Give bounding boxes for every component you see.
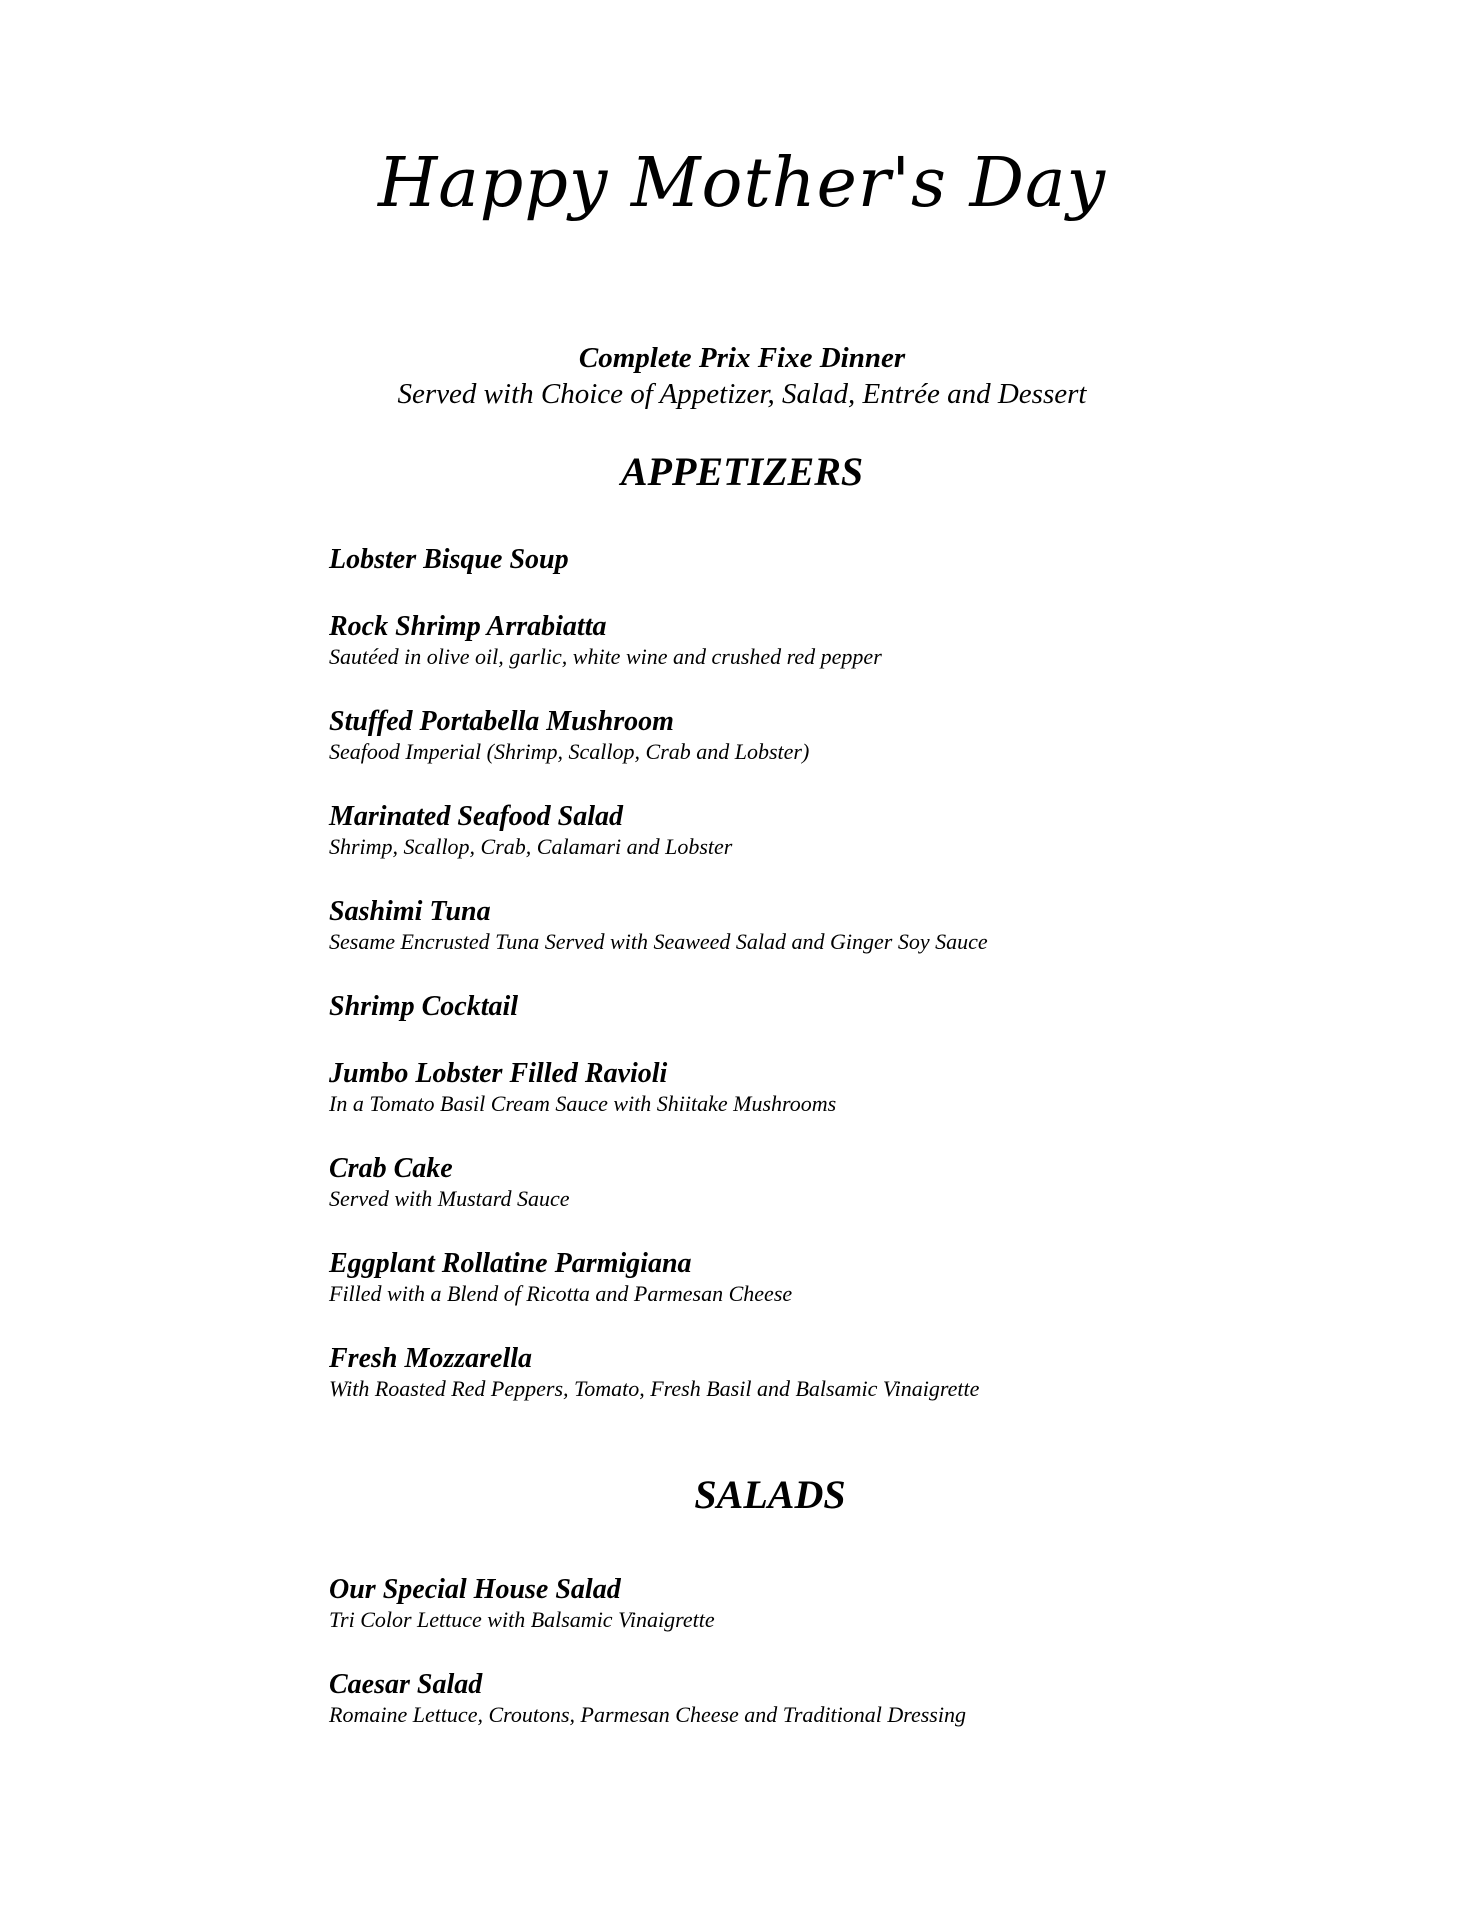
item-name: Stuffed Portabella Mushroom	[329, 706, 674, 737]
page-title	[0, 144, 1484, 223]
menu-item	[329, 1247, 1329, 1342]
menu-item	[329, 1573, 1329, 1668]
item-description: Served with Mustard Sauce	[329, 1186, 570, 1211]
menu-item	[329, 990, 1329, 1057]
item-description: Tri Color Lettuce with Balsamic Vinaigrette	[329, 1607, 715, 1632]
menu-item	[329, 1668, 1329, 1763]
item-name: Fresh Mozzarella	[329, 1343, 533, 1374]
intro-subheading: Served with Choice of Appetizer, Salad, Entrée and Dessert	[397, 378, 1087, 410]
item-description: With Roasted Red Peppers, Tomato, Fresh Basil and Balsamic Vinaigrette	[329, 1376, 980, 1401]
menu-item	[329, 543, 1329, 610]
item-description: Shrimp, Scallop, Crab, Calamari and Lobster	[329, 834, 733, 859]
menu-item	[329, 895, 1329, 990]
menu-item	[329, 1342, 1329, 1437]
prix-fixe-intro	[0, 340, 1484, 412]
intro-heading: Complete Prix Fixe Dinner	[578, 342, 906, 374]
item-description: Filled with a Blend of Ricotta and Parmesan Cheese	[329, 1281, 793, 1306]
menu-item	[329, 1057, 1329, 1152]
menu-item	[329, 610, 1329, 705]
item-description: Sesame Encrusted Tuna Served with Seaweed Salad and Ginger Soy Sauce	[329, 929, 988, 954]
item-name: Sashimi Tuna	[329, 896, 491, 927]
item-description: Romaine Lettuce, Croutons, Parmesan Cheese and Traditional Dressing	[329, 1702, 966, 1727]
item-name: Caesar Salad	[329, 1669, 483, 1700]
salads-list	[329, 1573, 1329, 1763]
item-name: Rock Shrimp Arrabiatta	[329, 611, 607, 642]
menu-item	[329, 1152, 1329, 1247]
item-description: Seafood Imperial (Shrimp, Scallop, Crab and Lobster)	[329, 739, 810, 764]
item-name: Marinated Seafood Salad	[329, 801, 624, 832]
item-description: In a Tomato Basil Cream Sauce with Shiitake Mushrooms	[329, 1091, 837, 1116]
item-name: Our Special House Salad	[329, 1574, 621, 1605]
item-name: Shrimp Cocktail	[329, 991, 519, 1022]
item-name: Lobster Bisque Soup	[329, 544, 569, 575]
appetizers-heading: APPETIZERS	[620, 449, 864, 494]
appetizers-list	[329, 543, 1329, 1437]
item-name: Crab Cake	[329, 1153, 453, 1184]
item-name: Jumbo Lobster Filled Ravioli	[329, 1058, 668, 1089]
item-name: Eggplant Rollatine Parmigiana	[329, 1248, 692, 1279]
menu-item	[329, 800, 1329, 895]
menu-item	[329, 705, 1329, 800]
salads-heading: SALADS	[694, 1472, 846, 1517]
title-text: Happy Mother's Day	[377, 144, 1107, 223]
item-description: Sautéed in olive oil, garlic, white wine and crushed red pepper	[329, 644, 882, 669]
